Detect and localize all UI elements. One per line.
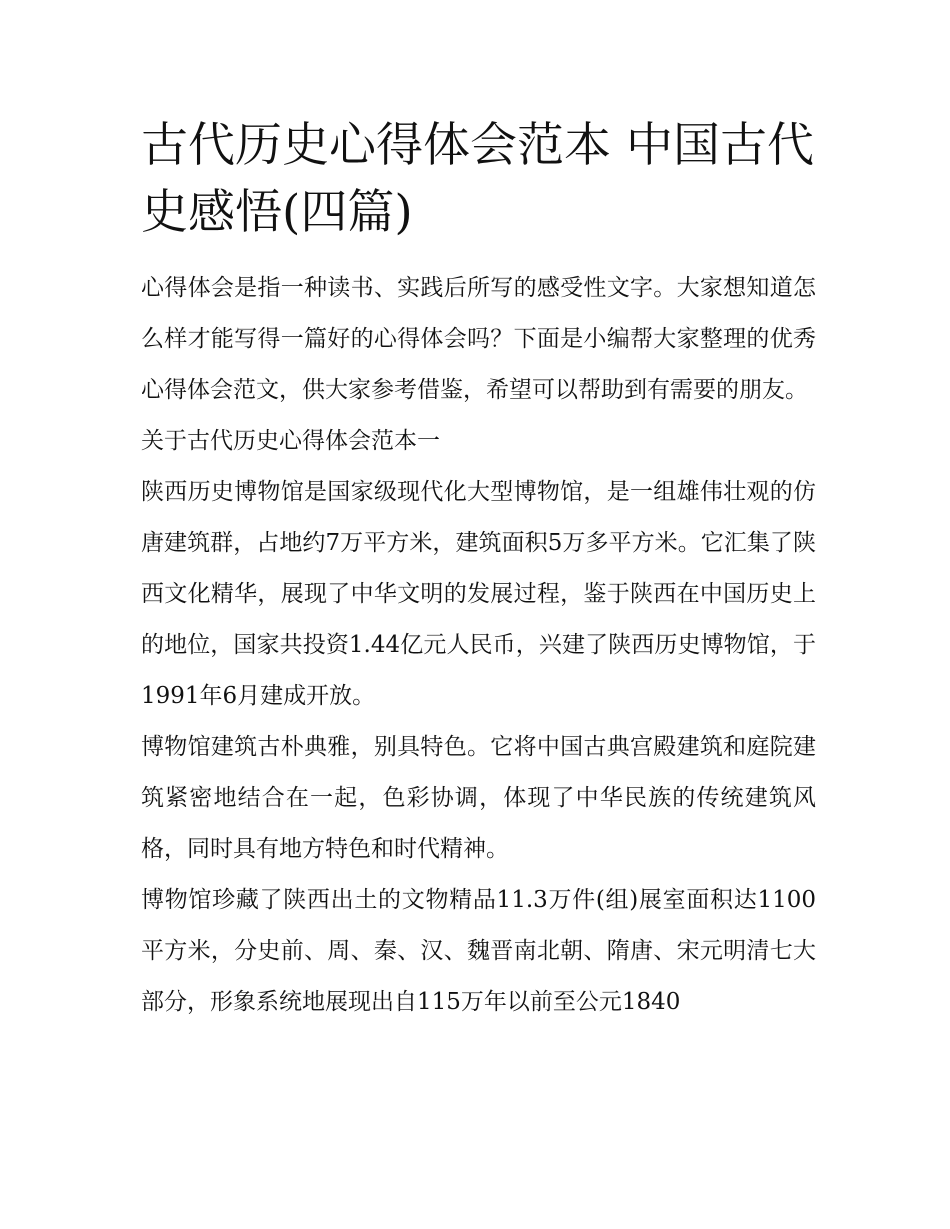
paragraph-architecture: 博物馆建筑古朴典雅，别具特色。它将中国古典宫殿建筑和庭院建筑紧密地结合在一起，色彩协调，体现了中华民族的传统建筑风格，同时具有地方特色和时代精神。 — [141, 734, 816, 862]
paragraph-collection: 博物馆珍藏了陕西出土的文物精品11.3万件(组)展室面积达1100平方米，分史前、周、秦、汉、魏晋南北朝、隋唐、宋元明清七大部分，形象系统地展现出自115万年以前至公元1840 — [141, 887, 816, 1015]
document-title: 古代历史心得体会范本 中国古代史感悟(四篇) — [141, 118, 814, 240]
section-heading: 关于古代历史心得体会范本一 — [141, 428, 440, 454]
intro-paragraph: 心得体会是指一种读书、实践后所写的感受性文字。大家想知道怎么样才能写得一篇好的心得体会吗？下面是小编帮大家整理的优秀心得体会范文，供大家参考借鉴，希望可以帮助到有需要的朋友。 — [141, 275, 816, 403]
document-body — [141, 112, 816, 1028]
paragraph-museum-overview: 陕西历史博物馆是国家级现代化大型博物馆，是一组雄伟壮观的仿唐建筑群，占地约7万平方米，建筑面积5万多平方米。它汇集了陕西文化精华，展现了中华文明的发展过程，鉴于陕西在中国历史上的地位，国家共投资1.44亿元人民币，兴建了陕西历史博物馆，于1991年6月建成开放。 — [141, 479, 816, 709]
